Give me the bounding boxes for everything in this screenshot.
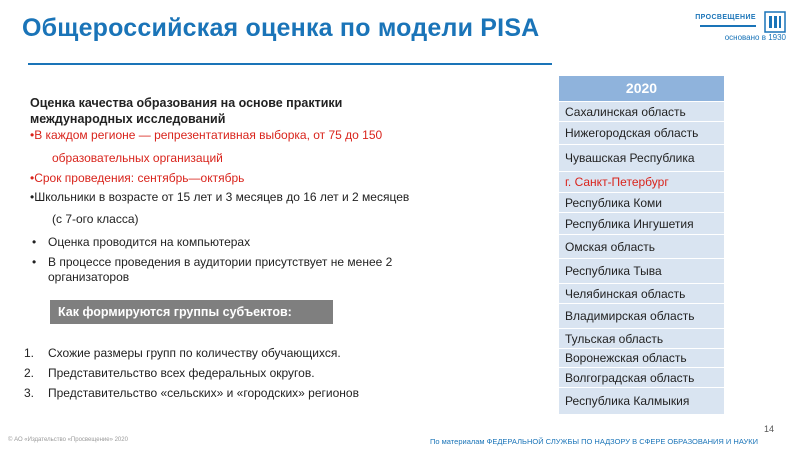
item-text: Представительство всех федеральных округов. [48,366,315,380]
item-text: Схожие размеры групп по количеству обучающихся. [48,346,341,360]
table-row: Нижегородская область [559,121,724,144]
logo-underline [700,25,756,27]
table-row: Челябинская область [559,283,724,303]
table-row: Владимирская область [559,303,724,328]
numbered-item [24,345,341,361]
bullet-sample-line1: •В каждом регионе — репрезентативная выборка, от 75 до 150 [30,128,383,142]
sub-bullet-marker: • [32,235,37,249]
groups-callout: Как формируются группы субъектов: [50,300,333,324]
page-title: Общероссийская оценка по модели PISA [22,14,540,42]
logo-name: ПРОСВЕЩЕНИЕ [695,14,756,21]
table-row: Республика Ингушетия [559,212,724,234]
bullet-age-line2: (с 7-ого класса) [52,212,139,226]
bullet-period: •Срок проведения: сентябрь—октябрь [30,171,245,185]
sub-bullet-organizers-line2: организаторов [48,270,130,284]
table-row: Воронежская область [559,348,724,367]
table-row: Чувашская Республика [559,144,724,171]
book-emblem-icon [764,11,786,33]
item-number: 1. [24,346,35,360]
item-number: 3. [24,386,35,400]
item-text: Представительство «сельских» и «городских» регионов [48,386,359,400]
logo-tagline: основано в 1930 [724,33,786,42]
publisher-logo [696,8,786,54]
numbered-item [24,365,315,381]
table-row: Тульская область [559,328,724,348]
table-row: Сахалинская область [559,101,724,121]
table-row: Республика Тыва [559,258,724,283]
item-number: 2. [24,366,35,380]
copyright: © АО «Издательство «Просвещение» 2020 [8,437,128,443]
table-header: 2020 [559,76,724,101]
bullet-sample-line2: образовательных организаций [52,151,223,165]
regions-table [559,76,724,414]
page-number: 14 [764,424,775,434]
numbered-item [24,385,359,401]
table-row: Омская область [559,234,724,258]
title-divider [28,63,552,65]
intro-heading: Оценка качества образования на основе практики международных исследований [30,96,343,126]
sub-bullet-computers: Оценка проводится на компьютерах [48,235,251,249]
table-row: Республика Коми [559,192,724,212]
table-row: Республика Калмыкия [559,387,724,414]
bullet-age-line1: •Школьники в возрасте от 15 лет и 3 месяцев до 16 лет и 2 месяцев [30,190,410,204]
sub-bullet-organizers-line1: В процессе проведения в аудитории присутствует не менее 2 [48,255,393,269]
source-note: По материалам ФЕДЕРАЛЬНОЙ СЛУЖБЫ ПО НАДЗОРУ В СФЕРЕ ОБРАЗОВАНИЯ И НАУКИ [430,437,759,446]
sub-bullet-marker: • [32,255,37,269]
table-row-highlight: г. Санкт-Петербург [559,171,724,192]
table-row: Волгоградская область [559,367,724,387]
